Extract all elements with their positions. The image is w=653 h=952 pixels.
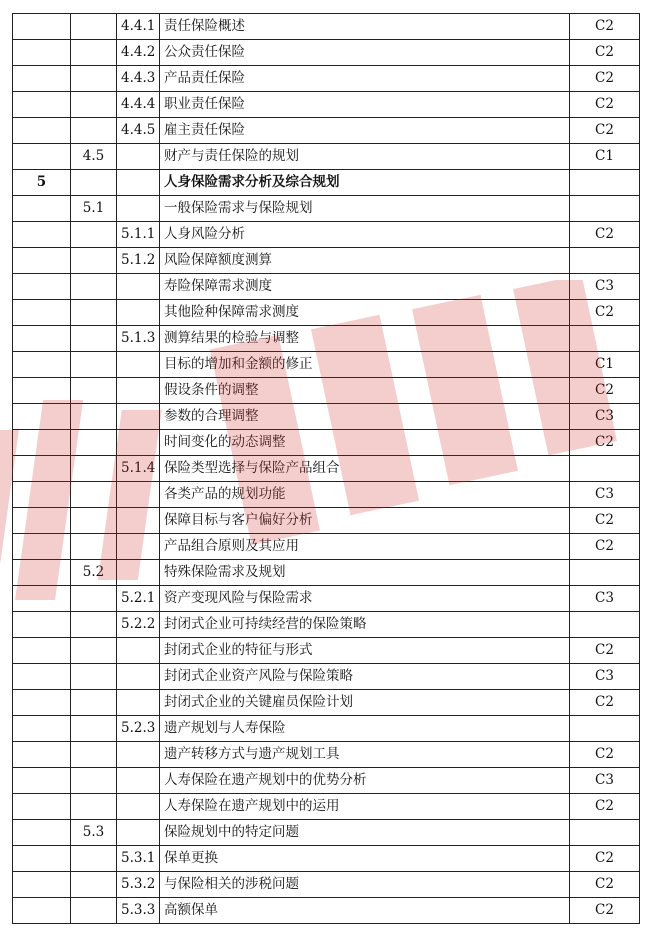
table-row	[13, 66, 640, 92]
cognitive-level-cell: C2	[570, 300, 640, 326]
chapter-number-cell	[13, 560, 71, 586]
table-row	[13, 404, 640, 430]
section-number-cell	[71, 14, 117, 40]
section-number-cell	[71, 690, 117, 716]
cognitive-level-cell: C3	[570, 404, 640, 430]
topic-title-cell: 与保险相关的涉税问题	[160, 872, 570, 898]
table-row	[13, 274, 640, 300]
chapter-number-cell	[13, 820, 71, 846]
chapter-number-cell	[13, 612, 71, 638]
chapter-number-cell	[13, 66, 71, 92]
table-row	[13, 92, 640, 118]
section-number-cell	[71, 872, 117, 898]
cognitive-level-cell: C2	[570, 872, 640, 898]
topic-title-cell: 财产与责任保险的规划	[160, 144, 570, 170]
subsection-number-cell	[117, 300, 160, 326]
subsection-number-cell: 5.3.3	[117, 898, 160, 924]
subsection-number-cell: 5.1.4	[117, 456, 160, 482]
table-row	[13, 794, 640, 820]
cognitive-level-cell	[570, 716, 640, 742]
subsection-number-cell: 4.4.3	[117, 66, 160, 92]
topic-title-cell: 封闭式企业的特征与形式	[160, 638, 570, 664]
section-number-cell	[71, 508, 117, 534]
subsection-number-cell: 4.4.1	[117, 14, 160, 40]
section-number-cell	[71, 40, 117, 66]
subsection-number-cell	[117, 742, 160, 768]
section-number-cell	[71, 456, 117, 482]
topic-title-cell: 责任保险概述	[160, 14, 570, 40]
topic-title-cell: 遗产转移方式与遗产规划工具	[160, 742, 570, 768]
cognitive-level-cell: C2	[570, 508, 640, 534]
cognitive-level-cell	[570, 170, 640, 196]
cognitive-level-cell: C2	[570, 794, 640, 820]
table-row	[13, 222, 640, 248]
table-row	[13, 378, 640, 404]
subsection-number-cell	[117, 638, 160, 664]
topic-title-cell: 公众责任保险	[160, 40, 570, 66]
cognitive-level-cell: C2	[570, 92, 640, 118]
cognitive-level-cell: C2	[570, 40, 640, 66]
table-row	[13, 508, 640, 534]
table-row	[13, 14, 640, 40]
chapter-number-cell	[13, 456, 71, 482]
subsection-number-cell: 5.2.3	[117, 716, 160, 742]
section-number-cell	[71, 768, 117, 794]
cognitive-level-cell	[570, 456, 640, 482]
cognitive-level-cell: C3	[570, 768, 640, 794]
cognitive-level-cell: C3	[570, 274, 640, 300]
topic-title-cell: 雇主责任保险	[160, 118, 570, 144]
section-number-cell	[71, 326, 117, 352]
topic-title-cell: 遗产规划与人寿保险	[160, 716, 570, 742]
cognitive-level-cell	[570, 326, 640, 352]
syllabus-table	[12, 13, 640, 924]
subsection-number-cell: 5.3.2	[117, 872, 160, 898]
cognitive-level-cell: C3	[570, 482, 640, 508]
section-number-cell	[71, 378, 117, 404]
section-number-cell	[71, 274, 117, 300]
chapter-number-cell	[13, 872, 71, 898]
chapter-number-cell	[13, 508, 71, 534]
topic-title-cell: 资产变现风险与保险需求	[160, 586, 570, 612]
cognitive-level-cell	[570, 196, 640, 222]
section-number-cell	[71, 92, 117, 118]
topic-title-cell: 产品责任保险	[160, 66, 570, 92]
subsection-number-cell	[117, 820, 160, 846]
section-number-cell	[71, 118, 117, 144]
cognitive-level-cell	[570, 560, 640, 586]
chapter-number-cell	[13, 742, 71, 768]
subsection-number-cell: 5.2.2	[117, 612, 160, 638]
chapter-number-cell	[13, 898, 71, 924]
section-number-cell	[71, 404, 117, 430]
topic-title-cell: 特殊保险需求及规划	[160, 560, 570, 586]
topic-title-cell: 封闭式企业的关键雇员保险计划	[160, 690, 570, 716]
subsection-number-cell: 5.2.1	[117, 586, 160, 612]
section-number-cell	[71, 586, 117, 612]
section-number-cell	[71, 222, 117, 248]
chapter-number-cell	[13, 352, 71, 378]
table-row	[13, 742, 640, 768]
chapter-number-cell	[13, 716, 71, 742]
table-row	[13, 300, 640, 326]
topic-title-cell: 各类产品的规划功能	[160, 482, 570, 508]
table-row	[13, 196, 640, 222]
cognitive-level-cell: C2	[570, 430, 640, 456]
chapter-number-cell	[13, 40, 71, 66]
section-number-cell	[71, 612, 117, 638]
subsection-number-cell	[117, 508, 160, 534]
topic-title-cell: 时间变化的动态调整	[160, 430, 570, 456]
table-row	[13, 534, 640, 560]
topic-title-cell: 封闭式企业资产风险与保险策略	[160, 664, 570, 690]
section-number-cell	[71, 66, 117, 92]
chapter-number-cell	[13, 92, 71, 118]
topic-title-cell: 封闭式企业可持续经营的保险策略	[160, 612, 570, 638]
section-number-cell	[71, 430, 117, 456]
cognitive-level-cell	[570, 820, 640, 846]
subsection-number-cell: 4.4.5	[117, 118, 160, 144]
topic-title-cell: 职业责任保险	[160, 92, 570, 118]
table-row	[13, 144, 640, 170]
chapter-number-cell	[13, 274, 71, 300]
cognitive-level-cell: C2	[570, 14, 640, 40]
cognitive-level-cell: C2	[570, 846, 640, 872]
table-row	[13, 638, 640, 664]
topic-title-cell: 产品组合原则及其应用	[160, 534, 570, 560]
chapter-number-cell	[13, 768, 71, 794]
cognitive-level-cell: C3	[570, 664, 640, 690]
chapter-number-cell	[13, 482, 71, 508]
cognitive-level-cell: C2	[570, 378, 640, 404]
chapter-number-cell	[13, 118, 71, 144]
subsection-number-cell	[117, 430, 160, 456]
table-row	[13, 586, 640, 612]
table-row	[13, 716, 640, 742]
section-number-cell	[71, 482, 117, 508]
subsection-number-cell	[117, 560, 160, 586]
table-row	[13, 898, 640, 924]
section-number-cell	[71, 794, 117, 820]
subsection-number-cell: 5.3.1	[117, 846, 160, 872]
section-number-cell: 5.2	[71, 560, 117, 586]
chapter-number-cell	[13, 144, 71, 170]
section-number-cell	[71, 638, 117, 664]
table-row	[13, 560, 640, 586]
subsection-number-cell	[117, 534, 160, 560]
table-row	[13, 248, 640, 274]
subsection-number-cell	[117, 378, 160, 404]
cognitive-level-cell	[570, 248, 640, 274]
table-row	[13, 170, 640, 196]
section-number-cell: 5.1	[71, 196, 117, 222]
topic-title-cell: 人寿保险在遗产规划中的优势分析	[160, 768, 570, 794]
subsection-number-cell	[117, 196, 160, 222]
topic-title-cell: 人寿保险在遗产规划中的运用	[160, 794, 570, 820]
topic-title-cell: 其他险种保障需求测度	[160, 300, 570, 326]
table-row	[13, 690, 640, 716]
section-number-cell: 4.5	[71, 144, 117, 170]
cognitive-level-cell: C2	[570, 898, 640, 924]
chapter-number-cell	[13, 430, 71, 456]
section-number-cell	[71, 300, 117, 326]
subsection-number-cell	[117, 170, 160, 196]
table-row	[13, 768, 640, 794]
table-row	[13, 430, 640, 456]
section-number-cell	[71, 716, 117, 742]
table-row	[13, 40, 640, 66]
table-row	[13, 456, 640, 482]
topic-title-cell: 保障目标与客户偏好分析	[160, 508, 570, 534]
table-row	[13, 612, 640, 638]
chapter-number-cell	[13, 794, 71, 820]
chapter-number-cell	[13, 326, 71, 352]
chapter-number-cell	[13, 404, 71, 430]
chapter-number-cell	[13, 14, 71, 40]
topic-title-cell: 保险规划中的特定问题	[160, 820, 570, 846]
section-number-cell: 5.3	[71, 820, 117, 846]
subsection-number-cell	[117, 482, 160, 508]
subsection-number-cell: 4.4.2	[117, 40, 160, 66]
chapter-number-cell	[13, 534, 71, 560]
cognitive-level-cell: C2	[570, 638, 640, 664]
section-number-cell	[71, 846, 117, 872]
section-number-cell	[71, 898, 117, 924]
subsection-number-cell	[117, 768, 160, 794]
topic-title-cell: 保险类型选择与保险产品组合	[160, 456, 570, 482]
subsection-number-cell: 5.1.1	[117, 222, 160, 248]
topic-title-cell: 人身风险分析	[160, 222, 570, 248]
chapter-number-cell	[13, 222, 71, 248]
section-number-cell	[71, 352, 117, 378]
section-number-cell	[71, 664, 117, 690]
cognitive-level-cell	[570, 612, 640, 638]
chapter-number-cell	[13, 300, 71, 326]
subsection-number-cell	[117, 352, 160, 378]
topic-title-cell: 人身保险需求分析及综合规划	[160, 170, 570, 196]
subsection-number-cell	[117, 664, 160, 690]
topic-title-cell: 假设条件的调整	[160, 378, 570, 404]
topic-title-cell: 参数的合理调整	[160, 404, 570, 430]
cognitive-level-cell: C3	[570, 586, 640, 612]
topic-title-cell: 一般保险需求与保险规划	[160, 196, 570, 222]
section-number-cell	[71, 248, 117, 274]
cognitive-level-cell: C2	[570, 118, 640, 144]
table-row	[13, 326, 640, 352]
chapter-number-cell	[13, 196, 71, 222]
cognitive-level-cell: C1	[570, 144, 640, 170]
cognitive-level-cell: C2	[570, 534, 640, 560]
subsection-number-cell	[117, 274, 160, 300]
chapter-number-cell	[13, 846, 71, 872]
subsection-number-cell	[117, 144, 160, 170]
table-row	[13, 118, 640, 144]
section-number-cell	[71, 170, 117, 196]
table-row	[13, 846, 640, 872]
topic-title-cell: 目标的增加和金额的修正	[160, 352, 570, 378]
topic-title-cell: 寿险保障需求测度	[160, 274, 570, 300]
topic-title-cell: 高额保单	[160, 898, 570, 924]
cognitive-level-cell: C2	[570, 742, 640, 768]
topic-title-cell: 风险保障额度测算	[160, 248, 570, 274]
table-row	[13, 820, 640, 846]
cognitive-level-cell: C2	[570, 66, 640, 92]
chapter-number-cell	[13, 690, 71, 716]
chapter-number-cell	[13, 664, 71, 690]
subsection-number-cell	[117, 794, 160, 820]
syllabus-table-body	[13, 14, 640, 924]
chapter-number-cell	[13, 586, 71, 612]
syllabus-sheet	[12, 13, 639, 924]
subsection-number-cell: 5.1.2	[117, 248, 160, 274]
table-row	[13, 352, 640, 378]
chapter-number-cell	[13, 378, 71, 404]
topic-title-cell: 测算结果的检验与调整	[160, 326, 570, 352]
table-row	[13, 872, 640, 898]
cognitive-level-cell: C2	[570, 690, 640, 716]
subsection-number-cell: 5.1.3	[117, 326, 160, 352]
cognitive-level-cell: C2	[570, 222, 640, 248]
section-number-cell	[71, 742, 117, 768]
chapter-number-cell: 5	[13, 170, 71, 196]
topic-title-cell: 保单更换	[160, 846, 570, 872]
subsection-number-cell	[117, 690, 160, 716]
chapter-number-cell	[13, 248, 71, 274]
subsection-number-cell: 4.4.4	[117, 92, 160, 118]
chapter-number-cell	[13, 638, 71, 664]
subsection-number-cell	[117, 404, 160, 430]
cognitive-level-cell: C1	[570, 352, 640, 378]
table-row	[13, 482, 640, 508]
section-number-cell	[71, 534, 117, 560]
table-row	[13, 664, 640, 690]
